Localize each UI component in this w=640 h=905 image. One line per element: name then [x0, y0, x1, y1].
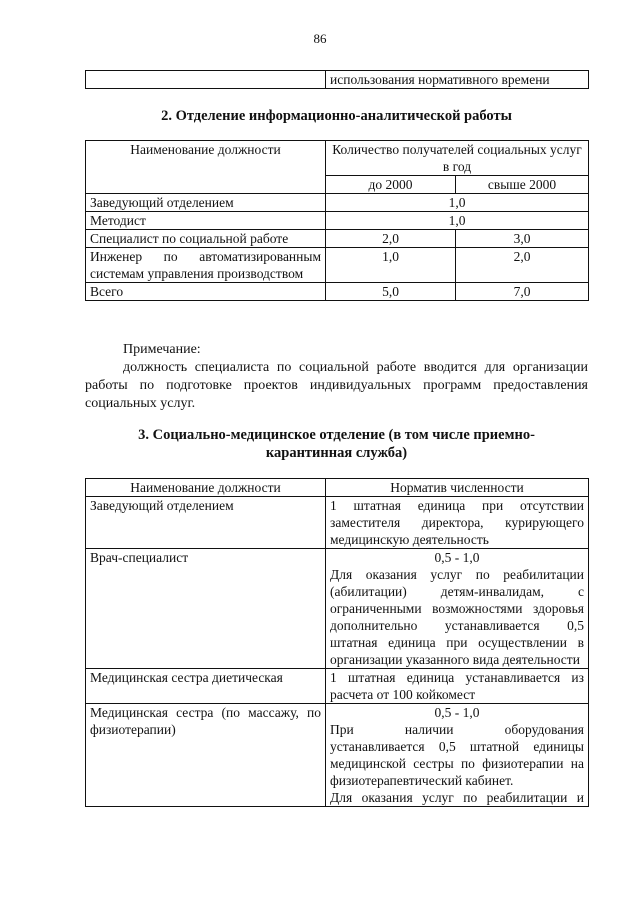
- table-row: [86, 71, 589, 89]
- row-value-1: 2,0: [326, 230, 456, 248]
- table-row: [86, 194, 589, 212]
- continued-right-cell: использования нормативного времени: [326, 71, 589, 89]
- note-label: Примечание:: [123, 342, 201, 357]
- row-value: 1,0: [326, 194, 589, 212]
- section2-title: 2. Отделение информационно-аналитической работы: [161, 108, 512, 124]
- header-sub2: свыше 2000: [456, 176, 589, 194]
- row-value-2: 7,0: [456, 283, 589, 301]
- norm-text: 1 штатная единица устанавливается из расчета от 100 койкомест: [330, 670, 584, 702]
- row-name: Всего: [86, 283, 326, 301]
- row-name: Методист: [86, 212, 326, 230]
- header-position: Наименование должности: [86, 479, 326, 497]
- row-name: Инженер по автоматизированным системам управления производством: [86, 248, 326, 283]
- header-position: Наименование должности: [86, 141, 326, 194]
- table-header-row: [86, 479, 589, 497]
- section3-title-line2: карантинная служба): [265, 445, 408, 461]
- norm-text: Для оказания услуг по реабилитации (абилитации) детям-инвалидам, с ограниченными возможностями здоровья дополнительно устанавливается 0,5 штатная единица при осуществлении в организации указанного вида деятельности: [330, 567, 584, 667]
- table-row: [86, 230, 589, 248]
- row-value-2: 2,0: [456, 248, 589, 283]
- norm-text: 1 штатная единица при отсутствии заместителя директора, курирующего медицинскую деятельность: [330, 498, 584, 547]
- row-value-1: 1,0: [326, 248, 456, 283]
- page-number: 86: [313, 31, 327, 46]
- table-row: [86, 497, 589, 549]
- norm-value: 0,5 - 1,0: [434, 550, 480, 565]
- section3-title-line1: 3. Социально-медицинское отделение (в том числе приемно-: [138, 427, 535, 443]
- norm-value: 0,5 - 1,0: [434, 705, 480, 720]
- section3-table: [85, 478, 589, 807]
- note-text: должность специалиста по социальной работе вводится для организации работы по подготовке проектов индивидуальных программ предоставления социальных услуг.: [85, 360, 588, 411]
- table-header-row: [86, 141, 589, 176]
- row-name: Медицинская сестра диетическая: [86, 669, 326, 704]
- table-row: [86, 549, 589, 669]
- table-row: [86, 283, 589, 301]
- table-row: [86, 669, 589, 704]
- row-name: Заведующий отделением: [86, 497, 326, 549]
- norm-cell: [326, 704, 589, 807]
- row-value-2: 3,0: [456, 230, 589, 248]
- header-recipients: Количество получателей социальных услуг в год: [326, 141, 589, 176]
- norm-text: При наличии оборудования устанавливается 0,5 штатной единицы медицинской сестры по физиотерапии на физиотерапевтический кабинет.: [330, 722, 584, 788]
- row-name: Медицинская сестра (по массажу, по физиотерапии): [86, 704, 326, 807]
- section2-table: [85, 140, 589, 301]
- row-name: Врач-специалист: [86, 549, 326, 669]
- header-sub1: до 2000: [326, 176, 456, 194]
- section3-title: [85, 426, 588, 462]
- norm-cell: [326, 497, 589, 549]
- continued-left-cell: [86, 71, 326, 89]
- norm-cell: [326, 669, 589, 704]
- row-value: 1,0: [326, 212, 589, 230]
- norm-text-continued: Для оказания услуг по реабилитации и: [330, 790, 584, 805]
- row-name: Заведующий отделением: [86, 194, 326, 212]
- header-norm: Норматив численности: [326, 479, 589, 497]
- row-value-1: 5,0: [326, 283, 456, 301]
- table-row: [86, 248, 589, 283]
- table-row: [86, 212, 589, 230]
- continued-table: [85, 70, 589, 89]
- table-row: [86, 704, 589, 807]
- norm-cell: [326, 549, 589, 669]
- row-name: Специалист по социальной работе: [86, 230, 326, 248]
